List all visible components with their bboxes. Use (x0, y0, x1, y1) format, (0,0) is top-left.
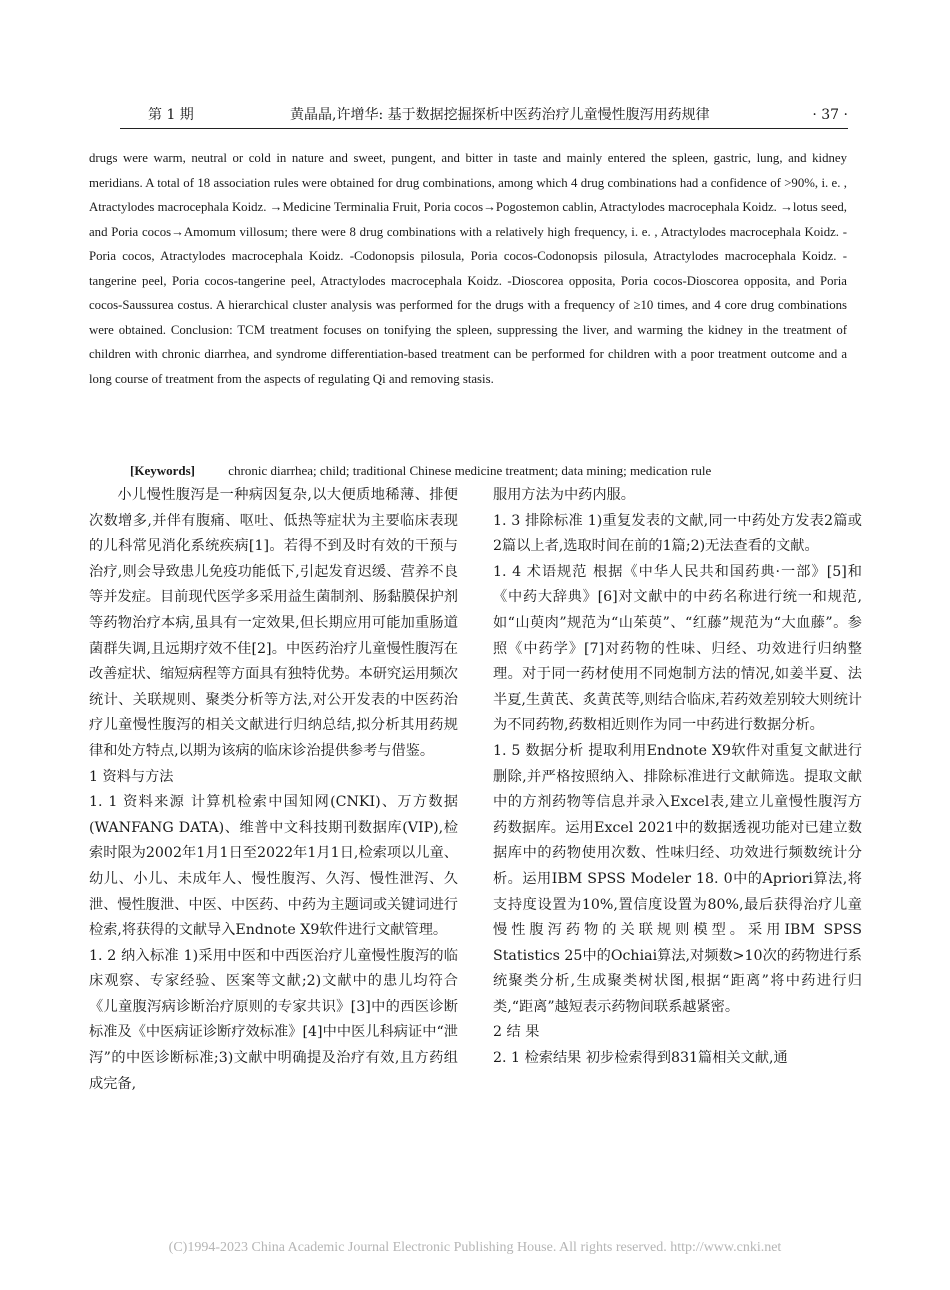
issue-number: 第 1 期 (148, 107, 194, 123)
keywords-text: chronic diarrhea; child; traditional Chinese medicine treatment; data mining; medication rule (228, 463, 712, 478)
header-rule (120, 128, 848, 129)
abstract-text: drugs were warm, neutral or cold in nature and sweet, pungent, and bitter in taste and mainly entered the spleen, gastric, lung, and kidney meridians. A total of 18 association rules were obtained for drug combinations, among which 4 drug combinations had a confidence of >90%, i. e. , Atractylodes macrocephala Koidz. →Medicine Terminalia Fruit, Poria cocos→Pogostemon cablin, Atractylodes macrocephala Koidz. →lotus seed, and Poria cocos→Amomum villosum; there were 8 drug combinations with a relatively high frequency, i. e. , Atractylodes macrocephala Koidz. -Poria cocos, Atractylodes macrocephala Koidz. -Codonopsis pilosula, Poria cocos-Codonopsis pilosula, Atractylodes macrocephala Koidz. -tangerine peel, Poria cocos-tangerine peel, Atractylodes macrocephala Koidz. -Dioscorea opposita, Poria cocos-Dioscorea opposita, and Poria cocos-Saussurea costus. A hierarchical cluster analysis was performed for the drugs with a frequency of ≥10 times, and 4 core drug combinations were obtained. Conclusion: TCM treatment focuses on tonifying the spleen, suppressing the liver, and warming the kidney in the treatment of children with chronic diarrhea, and syndrome differentiation-based treatment can be performed for children with a poor treatment outcome and a long course of treatment from the aspects of regulating Qi and removing stasis. (89, 151, 847, 386)
section-1-2-paragraph: 1. 2 纳入标准 1)采用中医和中西医治疗儿童慢性腹泻的临床观察、专家经验、医案等文献;2)文献中的患儿均符合《儿童腹泻病诊断治疗原则的专家共识》[3]中的西医诊断标准及《中医病证诊断疗效标准》[4]中中医儿科病证中“泄泻”的中医诊断标准;3)文献中明确提及治疗有效,且方药组成完备, (89, 947, 458, 1092)
english-abstract (89, 146, 847, 391)
copyright-watermark: (C)1994-2023 China Academic Journal Electronic Publishing House. All rights reserved. http://www.cnki.net (168, 1240, 782, 1255)
running-header (120, 104, 848, 126)
section-1-3-paragraph: 1. 3 排除标准 1)重复发表的文献,同一中药处方发表2篇或2篇以上者,选取时间在前的1篇;2)无法查看的文献。 (493, 512, 862, 555)
page-number: · 37 · (812, 107, 848, 123)
section-2-1-paragraph: 2. 1 检索结果 初步检索得到831篇相关文献,通 (493, 1050, 788, 1067)
section-1-heading: 1 资料与方法 (89, 768, 174, 785)
section-2-heading: 2 结 果 (493, 1024, 540, 1041)
right-column (493, 483, 862, 1072)
intro-paragraph: 小儿慢性腹泻是一种病因复杂,以大便质地稀薄、排便次数增多,并伴有腹痛、呕吐、低热等症状为主要临床表现的儿科常见消化系统疾病[1]。若得不到及时有效的干预与治疗,则会导致患儿免疫功能低下,引起发育迟缓、营养不良等并发症。目前现代医学多采用益生菌制剂、肠黏膜保护剂等药物治疗本病,虽具有一定效果,但长期应用可能加重肠道菌群失调,且远期疗效不佳[2]。中医药治疗儿童慢性腹泻在改善症状、缩短病程等方面具有独特优势。本研究运用频次统计、关联规则、聚类分析等方法,对公开发表的中医药治疗儿童慢性腹泻的相关文献进行归纳总结,拟分析其用药规律和处方特点,以期为该病的临床诊治提供参考与借鉴。 (89, 487, 458, 759)
left-column (89, 483, 458, 1097)
section-1-5-paragraph: 1. 5 数据分析 提取利用Endnote X9软件对重复文献进行删除,并严格按照纳入、排除标准进行文献筛选。提取文献中的方剂药物等信息并录入Excel表,建立儿童慢性腹泻方药数据库。运用Excel 2021中的数据透视功能对已建立数据库中的药物使用次数、性味归经、功效进行频数统计分析。运用IBM SPSS Modeler 18. 0中的Apriori算法,将支持度设置为10%,置信度设置为80%,最后获得治疗儿童慢性腹泻药物的关联规则模型。采用IBM SPSS Statistics 25中的Ochiai算法,对频数>10次的药物进行系统聚类分析,生成聚类树状图,根据“距离”将中药进行归类,“距离”越短表示药物间联系越紧密。 (493, 742, 862, 1015)
article-running-title: 黄晶晶,许增华: 基于数据挖掘探析中医药治疗儿童慢性腹泻用药规律 (290, 107, 710, 123)
section-1-1-paragraph: 1. 1 资料来源 计算机检索中国知网(CNKI)、万方数据(WANFANG DATA)、维普中文科技期刊数据库(VIP),检索时限为2002年1月1日至2022年1月1日,检索项以儿童、幼儿、小儿、未成年人、慢性腹泻、久泻、慢性泄泻、久泄、慢性腹泄、中医、中医药、中药为主题词或关键词进行检索,将获得的文献导入Endnote X9软件进行文献管理。 (89, 794, 458, 939)
keywords-label: [Keywords] (130, 463, 195, 478)
section-1-4-paragraph: 1. 4 术语规范 根据《中华人民共和国药典·一部》[5]和《中药大辞典》[6]对文献中的中药名称进行统一和规范,如“山萸肉”规范为“山茱萸”、“红藤”规范为“大血藤”。参照《中药学》[7]对药物的性味、归经、功效进行归纳整理。对于同一药材使用不同炮制方法的情况,如姜半夏、法半夏,生黄芪、炙黄芪等,则结合临床,若药效差别较大则统计为不同药物,药数相近则作为同一中药进行数据分析。 (493, 563, 862, 734)
keywords-line (130, 460, 850, 482)
section-1-2-continuation: 服用方法为中药内服。 (493, 487, 635, 503)
